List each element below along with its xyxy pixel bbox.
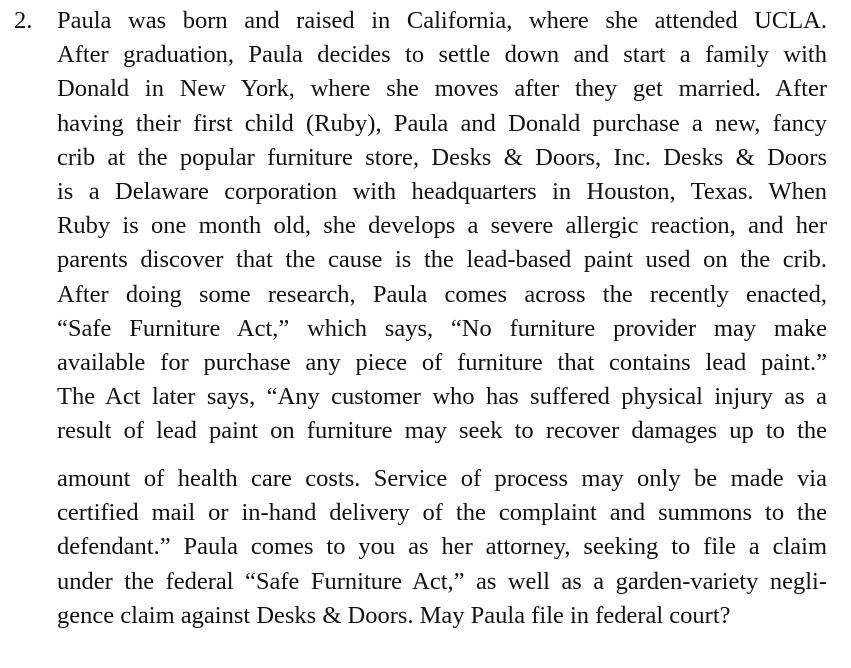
question-number: 2. [14, 7, 33, 34]
text-line: result of lead paint on furniture may seek to recover damages up to the [57, 417, 827, 445]
question-text-block-1 [57, 4, 827, 448]
text-line: Paula was born and raised in California, where she attended UCLA. [57, 7, 827, 34]
text-line: After graduation, Paula decides to settle down and start a family with [57, 41, 827, 69]
question-text-block-2 [57, 462, 827, 633]
text-line: having their first child (Ruby), Paula and Donald purchase a new, fancy [57, 109, 827, 137]
text-line: parents discover that the cause is the lead-based paint used on the crib. [57, 246, 827, 274]
text-line: gence claim against Desks & Doors. May Paula file in federal court? [57, 601, 731, 629]
text-line: The Act later says, “Any customer who has suffered physical injury as a [57, 383, 827, 411]
text-line: amount of health care costs. Service of process may only be made via [57, 465, 827, 492]
text-line: “Safe Furniture Act,” which says, “No furniture provider may make [57, 314, 827, 342]
text-line: certified mail or in-hand delivery of the complaint and summons to the [57, 499, 827, 527]
text-line: crib at the popular furniture store, Desks & Doors, Inc. Desks & Doors [57, 143, 827, 171]
text-line: under the federal “Safe Furniture Act,” as well as a garden-variety negli- [57, 567, 827, 595]
text-line: Donald in New York, where she moves after they get married. After [57, 75, 827, 103]
text-line: Ruby is one month old, she develops a severe allergic reaction, and her [57, 212, 827, 240]
text-line: After doing some research, Paula comes across the recently enacted, [57, 280, 827, 308]
text-line: available for purchase any piece of furniture that contains lead paint.” [57, 348, 827, 376]
text-line: is a Delaware corporation with headquarters in Houston, Texas. When [57, 177, 827, 205]
text-line: defendant.” Paula comes to you as her attorney, seeking to file a claim [57, 533, 827, 561]
